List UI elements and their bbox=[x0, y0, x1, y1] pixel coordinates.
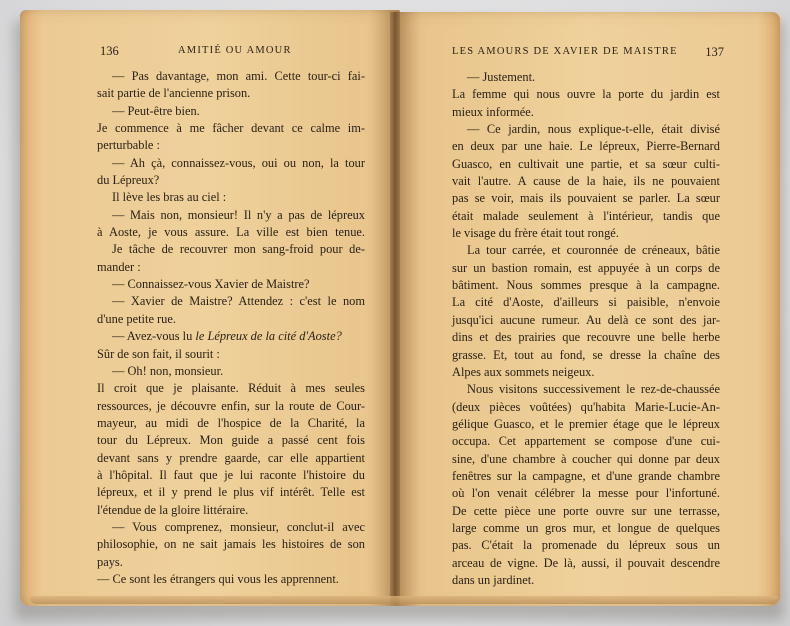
text-line: — Pas davantage, mon ami. Cette tour-ci fai- bbox=[112, 69, 365, 83]
text-line: — Justement. bbox=[467, 70, 536, 84]
text-line: du Lépreux? bbox=[97, 173, 160, 188]
text-line: arceau de vigne. De là, aussi, il pouvait descendre bbox=[452, 555, 720, 570]
text-line: où l'on venait célébrer la messe pour l'infortuné. bbox=[452, 486, 720, 501]
text-line: devant sans y prendre gaarde, car elle appartient bbox=[97, 450, 365, 465]
text-line: l'étendue de la gloire littéraire. bbox=[97, 502, 249, 517]
text-line: sait partie de l'ancienne prison. bbox=[97, 86, 251, 101]
text-line: occupa. Cet appartement se compose d'une cui- bbox=[452, 434, 720, 449]
text-line: Je commence à me fâcher devant ce calme im- bbox=[97, 121, 365, 136]
text-line: La tour carrée, et couronnée de créneaux, bâtie bbox=[467, 243, 720, 258]
text-line: Alpes aux sommets neigeux. bbox=[452, 364, 595, 379]
text-line: La femme qui nous ouvre la porte du jardin est bbox=[452, 87, 720, 102]
text-line: sine, d'une chambre à coucher qui donne par deux bbox=[452, 451, 720, 466]
left-page-header bbox=[100, 44, 362, 59]
text-line: De cette pièce une porte ouvre sur une terrasse, bbox=[452, 503, 720, 518]
text-line: — Mais non, monsieur! Il n'y a pas de lépreux bbox=[112, 207, 365, 222]
right-page-number: 137 bbox=[705, 45, 724, 59]
text-line: Nous visitons successivement le rez-de-chaussée bbox=[467, 382, 720, 397]
text-line: Je tâche de recouvrer mon sang-froid pour de- bbox=[112, 242, 365, 257]
text-line: — Oh! non, monsieur. bbox=[112, 363, 224, 378]
text-line: en deux par une haie. Le lépreux, Pierre-Bernard bbox=[452, 139, 720, 154]
text-line: La cité d'Aoste, d'ailleurs si paisible, n'envoie bbox=[452, 295, 720, 310]
text-line: lépreux, et il y prend le plus vif intérêt. Telle est bbox=[97, 485, 365, 500]
text-line: Il lève les bras au ciel : bbox=[112, 190, 227, 205]
text-span: — Avez-vous lu bbox=[112, 329, 196, 344]
text-line: fenêtres sur la campagne, et d'une grande chambre bbox=[452, 468, 720, 483]
text-line: — Xavier de Maistre? Attendez : c'est le nom bbox=[112, 294, 365, 309]
text-line: dins et des prairies que recouvre une belle herbe bbox=[452, 330, 720, 345]
text-line: — Vous comprenez, monsieur, conclut-il avec bbox=[112, 519, 365, 534]
text-line: dans un jardinet. bbox=[452, 572, 535, 587]
text-line: mayeur, au midi de l'hospice de la Charité, la bbox=[97, 415, 365, 430]
text-line: (deux pièces voûtées) qu'habita Marie-Lucie-An- bbox=[452, 399, 720, 414]
text-line: grasse. Et, tout au fond, se dresse la chaîne des bbox=[452, 347, 720, 362]
text-line: pas. C'était la promenade du lépreux sous un bbox=[452, 538, 720, 553]
right-page-text bbox=[452, 69, 720, 589]
text-line: pays. bbox=[97, 554, 123, 569]
book-title-italic: le Lépreux de la cité d'Aoste? bbox=[195, 329, 342, 344]
text-line: — Connaissez-vous Xavier de Maistre? bbox=[112, 277, 310, 292]
text-line: d'une petite rue. bbox=[97, 311, 176, 326]
text-line: ressources, je découvre enfin, sur la route de Cour- bbox=[97, 398, 365, 413]
text-line: était malade seulement à l'intérieur, tandis que bbox=[452, 208, 720, 223]
text-line: Guasco, en cultivait une partie, et sa sœur culti- bbox=[452, 156, 720, 171]
text-line: sur un bastion romain, est appuyée à un corps de bbox=[452, 260, 720, 275]
text-line: à Aoste, je vous assure. La ville est bien tenue. bbox=[97, 225, 365, 240]
text-line: le visage du frère était tout rongé. bbox=[452, 226, 619, 241]
text-line: vait l'autre. A cause de la haie, ils ne pouvaient bbox=[452, 174, 720, 189]
text-line: tour du Lépreux. Mon guide a passé cent fois bbox=[97, 433, 365, 448]
text-line: à l'hôpital. Il faut que je lui raconte l'histoire du bbox=[97, 467, 365, 482]
text-line: bâtiment. Nous sommes presque à la campagne. bbox=[452, 278, 720, 293]
page-edges bbox=[30, 596, 778, 604]
left-running-head: AMITIÉ OU AMOUR bbox=[178, 45, 292, 56]
text-line: — Peut-être bien. bbox=[112, 103, 200, 118]
right-running-head: LES AMOURS DE XAVIER DE MAISTRE bbox=[452, 46, 678, 57]
text-line: pas se voir, mais ils pouvaient se parler. La sœur bbox=[452, 191, 720, 206]
text-line: gélique Guasco, et le premier étage que le lépreux bbox=[452, 416, 720, 431]
text-line: philosophie, on ne sait jamais les histoires de son bbox=[97, 537, 365, 552]
text-line bbox=[97, 328, 365, 345]
text-line: mieux informée. bbox=[452, 104, 534, 119]
text-line: — Ce jardin, nous explique-t-elle, était divisé bbox=[467, 122, 720, 137]
text-line: — Ce sont les étrangers qui vous les apprennent. bbox=[97, 571, 339, 586]
left-page-text bbox=[97, 68, 365, 588]
text-line: mander : bbox=[97, 259, 141, 274]
text-line: large comme un gros mur, et longue de quelques bbox=[452, 520, 720, 535]
book-gutter bbox=[390, 12, 400, 604]
text-line: jusqu'ici aucune rumeur. Au delà ce sont des jar- bbox=[452, 312, 720, 327]
text-line: perturbable : bbox=[97, 138, 160, 153]
text-line: Il croit que je plaisante. Réduit à mes seules bbox=[97, 381, 365, 396]
text-line: — Ah çà, connaissez-vous, oui ou non, la tour bbox=[112, 155, 365, 170]
left-page-number: 136 bbox=[100, 44, 119, 58]
text-line: Sûr de son fait, il sourit : bbox=[97, 346, 220, 361]
